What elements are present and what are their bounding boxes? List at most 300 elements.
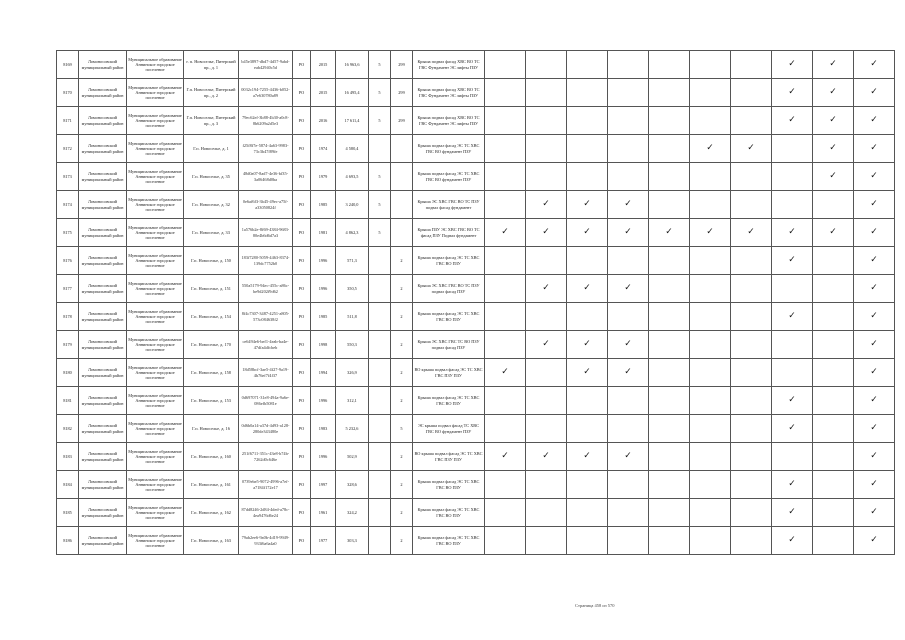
work-type-cell (485, 275, 526, 303)
work-type-cell (731, 443, 772, 471)
works-cell: Крыша ЭС ХВС ГВС ВО ТС ПЗУ подвал фасад ПЗУ (413, 275, 485, 303)
checkmark-icon: ✓ (788, 59, 796, 69)
row-id: 8173 (57, 163, 79, 191)
guid-cell: ce6494e6-bef1-4eab-ba4e-47dfa4dfcbeb (239, 331, 293, 359)
checkmark-icon: ✓ (829, 115, 837, 125)
works-cell: Крыша ПЗУ ЭС ХВС ГВС ВО ТС фасад ПЗУ Подвал фундамент (413, 219, 485, 247)
checkmark-icon: ✓ (624, 199, 632, 209)
works-cell: Крыша ЭС ХВС ГВС ТС ВО ПЗУ подвал фасад ПЗУ (413, 331, 485, 359)
work-type-cell (526, 443, 567, 471)
checkmark-icon: ✓ (583, 227, 591, 237)
type-cell: РО (293, 191, 311, 219)
apartments-cell: 2 (391, 527, 413, 555)
row-id: 8177 (57, 275, 79, 303)
works-cell: Крыша подвал фасад ЭС ТС ХВС ГВС ВО фундамент ПЗУ (413, 163, 485, 191)
floors-cell (369, 359, 391, 387)
guid-cell: 183f7280-5059-4463-8374-139dc7752b0 (239, 247, 293, 275)
checkmark-icon: ✓ (829, 87, 837, 97)
work-type-cell (608, 387, 649, 415)
checkmark-icon: ✓ (870, 311, 878, 321)
table-row (57, 107, 895, 135)
works-cell: Крыша подвал фасад ХВС ВО ТС ГВС Фундамент ЭС лифты ПЗУ (413, 51, 485, 79)
checkmark-icon: ✓ (583, 451, 591, 461)
owner-cell: Муниципальное образование Аннинское городское поселение (127, 471, 184, 499)
address-cell: Г.п. Новоселье, д. 150 (184, 247, 239, 275)
checkmark-icon: ✓ (870, 199, 878, 209)
work-type-cell (649, 247, 690, 275)
address-cell: Г.п. Новоселье, д. 35 (184, 163, 239, 191)
owner-cell: Муниципальное образование Аннинское городское поселение (127, 163, 184, 191)
row-id: 8180 (57, 359, 79, 387)
works-cell: Крыша подвал фасад ЭС ТС ХВС ГВС ВО ПЗУ (413, 471, 485, 499)
work-type-cell (813, 331, 854, 359)
work-type-cell (567, 275, 608, 303)
work-type-cell (485, 135, 526, 163)
checkmark-icon: ✓ (583, 367, 591, 377)
floors-cell (369, 527, 391, 555)
work-type-cell (485, 163, 526, 191)
work-type-cell (485, 443, 526, 471)
work-type-cell (813, 415, 854, 443)
type-cell: РО (293, 303, 311, 331)
checkmark-icon: ✓ (870, 479, 878, 489)
work-type-cell (526, 415, 567, 443)
work-type-cell (772, 527, 813, 555)
work-type-cell (567, 415, 608, 443)
type-cell: РО (293, 51, 311, 79)
work-type-cell (813, 247, 854, 275)
work-type-cell (813, 107, 854, 135)
checkmark-icon: ✓ (829, 143, 837, 153)
work-type-cell (485, 303, 526, 331)
work-type-cell (608, 191, 649, 219)
checkmark-icon: ✓ (788, 227, 796, 237)
guid-cell: 87dd8246-2d84-4ded-a78c-4ea9476d6e24 (239, 499, 293, 527)
apartments-cell: 299 (391, 107, 413, 135)
address-cell: Г.п. Новоселье, д. 158 (184, 359, 239, 387)
table-row (57, 303, 895, 331)
address-cell: Г.п. Новоселье, д. 162 (184, 499, 239, 527)
owner-cell: Муниципальное образование Аннинское городское поселение (127, 275, 184, 303)
floors-cell (369, 471, 391, 499)
table-row (57, 191, 895, 219)
guid-cell: 1a576b2e-8f69-4384-9683-80e4b6d6d7a3 (239, 219, 293, 247)
owner-cell: Муниципальное образование Аннинское городское поселение (127, 135, 184, 163)
checkmark-icon: ✓ (870, 507, 878, 517)
work-type-cell (690, 471, 731, 499)
work-type-cell (526, 499, 567, 527)
floors-cell (369, 415, 391, 443)
floors-cell (369, 247, 391, 275)
work-type-cell (690, 51, 731, 79)
work-type-cell (526, 219, 567, 247)
work-type-cell (567, 471, 608, 499)
work-type-cell (854, 275, 895, 303)
checkmark-icon: ✓ (870, 143, 878, 153)
type-cell: РО (293, 107, 311, 135)
work-type-cell (526, 331, 567, 359)
district-cell: Ломоносовский муниципальный район (79, 331, 127, 359)
work-type-cell (526, 527, 567, 555)
row-id: 8178 (57, 303, 79, 331)
checkmark-icon: ✓ (624, 227, 632, 237)
area-cell: 303,3 (336, 527, 369, 555)
row-id: 8185 (57, 499, 79, 527)
work-type-cell (731, 415, 772, 443)
owner-cell: Муниципальное образование Аннинское городское поселение (127, 443, 184, 471)
checkmark-icon: ✓ (829, 227, 837, 237)
work-type-cell (731, 79, 772, 107)
area-cell: 4 862,3 (336, 219, 369, 247)
address-cell: Г.п. Новоселье, д. 32 (184, 191, 239, 219)
checkmark-icon: ✓ (624, 283, 632, 293)
work-type-cell (649, 163, 690, 191)
district-cell: Ломоносовский муниципальный район (79, 359, 127, 387)
work-type-cell (526, 107, 567, 135)
works-cell: Крыша подвал фасад ЭС ТС ХВС ГВС ВО фундамент ПЗУ (413, 135, 485, 163)
work-type-cell (567, 387, 608, 415)
work-type-cell (772, 275, 813, 303)
table-row (57, 527, 895, 555)
work-type-cell (690, 527, 731, 555)
work-type-cell (772, 107, 813, 135)
work-type-cell (854, 387, 895, 415)
checkmark-icon: ✓ (542, 199, 550, 209)
area-cell: 328,6 (336, 471, 369, 499)
checkmark-icon: ✓ (542, 283, 550, 293)
guid-cell: 0032c194-7255-4436-b052-a7e630780a89 (239, 79, 293, 107)
work-type-cell (772, 499, 813, 527)
owner-cell: Муниципальное образование Аннинское городское поселение (127, 107, 184, 135)
district-cell: Ломоносовский муниципальный район (79, 247, 127, 275)
address-cell: Г.п. Новоселье, д. 161 (184, 471, 239, 499)
apartments-cell: 2 (391, 303, 413, 331)
works-cell: Крыша подвал фасад ХВС ВО ТС ГВС Фундамент ЭС лифты ПЗУ (413, 107, 485, 135)
work-type-cell (608, 107, 649, 135)
work-type-cell (649, 275, 690, 303)
address-cell: Г.п. Новоселье, д. 1 (184, 135, 239, 163)
table-row (57, 331, 895, 359)
checkmark-icon: ✓ (870, 395, 878, 405)
works-cell: ВО крыша подвал фасад ЭС ТС ХВС ГВС ПЗУ ПЗУ (413, 359, 485, 387)
work-type-cell (608, 275, 649, 303)
row-id: 8175 (57, 219, 79, 247)
district-cell: Ломоносовский муниципальный район (79, 219, 127, 247)
floors-cell: 5 (369, 79, 391, 107)
work-type-cell (690, 415, 731, 443)
work-type-cell (567, 135, 608, 163)
checkmark-icon: ✓ (870, 423, 878, 433)
work-type-cell (690, 331, 731, 359)
work-type-cell (526, 51, 567, 79)
work-type-cell (526, 163, 567, 191)
year-cell: 1997 (311, 471, 336, 499)
checkmark-icon: ✓ (583, 339, 591, 349)
apartments-cell: 2 (391, 331, 413, 359)
type-cell: РО (293, 79, 311, 107)
work-type-cell (690, 359, 731, 387)
guid-cell: f25f8f7e-5874-4a63-9983-73c3b47f89fe (239, 135, 293, 163)
floors-cell (369, 135, 391, 163)
year-cell: 1996 (311, 247, 336, 275)
district-cell: Ломоносовский муниципальный район (79, 443, 127, 471)
type-cell: РО (293, 219, 311, 247)
work-type-cell (813, 443, 854, 471)
work-type-cell (772, 415, 813, 443)
work-type-cell (649, 51, 690, 79)
district-cell: Ломоносовский муниципальный район (79, 275, 127, 303)
work-type-cell (485, 415, 526, 443)
floors-cell (369, 443, 391, 471)
table-row (57, 471, 895, 499)
floors-cell: 5 (369, 51, 391, 79)
address-cell: Г.п. Новоселье, д. 153 (184, 387, 239, 415)
guid-cell: 0d697071-31e8-494a-9a6e-086efb5081e (239, 387, 293, 415)
owner-cell: Муниципальное образование Аннинское городское поселение (127, 303, 184, 331)
table-row (57, 219, 895, 247)
row-id: 8183 (57, 443, 79, 471)
work-type-cell (567, 331, 608, 359)
row-id: 8174 (57, 191, 79, 219)
guid-cell: 79ec62ef-3b88-4b30-a0c8-8b6209a2d5e3 (239, 107, 293, 135)
area-cell: 312,1 (336, 387, 369, 415)
district-cell: Ломоносовский муниципальный район (79, 107, 127, 135)
checkmark-icon: ✓ (870, 339, 878, 349)
work-type-cell (485, 499, 526, 527)
address-cell: Г.п. Новоселье, д. 163 (184, 527, 239, 555)
address-cell: Г.п. Новоселье, д. 154 (184, 303, 239, 331)
work-type-cell (567, 443, 608, 471)
works-cell: Крыша подвал фасад ЭС ТС ХВС ГВС ВО ПЗУ (413, 499, 485, 527)
year-cell: 2015 (311, 79, 336, 107)
work-type-cell (608, 135, 649, 163)
checkmark-icon: ✓ (788, 479, 796, 489)
work-type-cell (813, 191, 854, 219)
work-type-cell (608, 471, 649, 499)
district-cell: Ломоносовский муниципальный район (79, 79, 127, 107)
work-type-cell (485, 471, 526, 499)
work-type-cell (854, 247, 895, 275)
work-type-cell (608, 331, 649, 359)
floors-cell (369, 275, 391, 303)
area-cell: 326,9 (336, 359, 369, 387)
work-type-cell (485, 51, 526, 79)
table-row (57, 135, 895, 163)
checkmark-icon: ✓ (788, 535, 796, 545)
checkmark-icon: ✓ (870, 283, 878, 293)
owner-cell: Муниципальное образование Аннинское городское поселение (127, 79, 184, 107)
owner-cell: Муниципальное образование Аннинское городское поселение (127, 499, 184, 527)
area-cell: 502,9 (336, 443, 369, 471)
address-cell: Г.п. Новоселье, д. 16 (184, 415, 239, 443)
district-cell: Ломоносовский муниципальный район (79, 51, 127, 79)
type-cell: РО (293, 443, 311, 471)
work-type-cell (731, 471, 772, 499)
work-type-cell (731, 191, 772, 219)
type-cell: РО (293, 359, 311, 387)
work-type-cell (649, 107, 690, 135)
work-type-cell (731, 499, 772, 527)
guid-cell: 48d0a07-8ad7-4e36-bf35-3a06468d0ba (239, 163, 293, 191)
work-type-cell (772, 135, 813, 163)
work-type-cell (649, 79, 690, 107)
work-type-cell (690, 247, 731, 275)
work-type-cell (526, 387, 567, 415)
row-id: 8172 (57, 135, 79, 163)
guid-cell: 251f6711-351c-43e8-b74b-7262d0c646e (239, 443, 293, 471)
type-cell: РО (293, 527, 311, 555)
work-type-cell (608, 303, 649, 331)
work-type-cell (731, 135, 772, 163)
work-type-cell (567, 359, 608, 387)
type-cell: РО (293, 499, 311, 527)
year-cell: 1979 (311, 163, 336, 191)
work-type-cell (526, 79, 567, 107)
work-type-cell (690, 163, 731, 191)
owner-cell: Муниципальное образование Аннинское городское поселение (127, 415, 184, 443)
year-cell: 1961 (311, 499, 336, 527)
work-type-cell (854, 499, 895, 527)
year-cell: 1974 (311, 135, 336, 163)
work-type-cell (813, 51, 854, 79)
work-type-cell (854, 359, 895, 387)
district-cell: Ломоносовский муниципальный район (79, 415, 127, 443)
work-type-cell (526, 471, 567, 499)
apartments-cell: 299 (391, 51, 413, 79)
work-type-cell (690, 219, 731, 247)
table-row (57, 499, 895, 527)
work-type-cell (526, 303, 567, 331)
table-body (57, 51, 895, 555)
work-type-cell (649, 499, 690, 527)
work-type-cell (813, 303, 854, 331)
floors-cell (369, 303, 391, 331)
work-type-cell (526, 275, 567, 303)
area-cell: 350,5 (336, 275, 369, 303)
work-type-cell (731, 51, 772, 79)
area-cell: 4 693,5 (336, 163, 369, 191)
work-type-cell (690, 275, 731, 303)
works-cell: Крыша ЭС ХВС ГВС ВО ТС ПЗУ подвал фасад фундамент (413, 191, 485, 219)
work-type-cell (813, 219, 854, 247)
checkmark-icon: ✓ (788, 87, 796, 97)
checkmark-icon: ✓ (870, 171, 878, 181)
work-type-cell (526, 359, 567, 387)
address-cell: Г.п. Новоселье, Питерский пр., д. 2 (184, 79, 239, 107)
area-cell: 550,3 (336, 331, 369, 359)
work-type-cell (567, 219, 608, 247)
table-row (57, 79, 895, 107)
checkmark-icon: ✓ (870, 535, 878, 545)
work-type-cell (772, 331, 813, 359)
apartments-cell: 299 (391, 79, 413, 107)
work-type-cell (485, 247, 526, 275)
area-cell: 16 963,6 (336, 51, 369, 79)
work-type-cell (731, 359, 772, 387)
work-type-cell (854, 51, 895, 79)
work-type-cell (772, 247, 813, 275)
district-cell: Ломоносовский муниципальный район (79, 387, 127, 415)
table-row (57, 443, 895, 471)
works-cell: Крыша подвал фасад ЭС ТС ХВС ГВС ВО ПЗУ (413, 527, 485, 555)
work-type-cell (772, 79, 813, 107)
work-type-cell (854, 303, 895, 331)
district-cell: Ломоносовский муниципальный район (79, 303, 127, 331)
checkmark-icon: ✓ (706, 227, 714, 237)
work-type-cell (608, 247, 649, 275)
row-id: 8186 (57, 527, 79, 555)
work-type-cell (690, 135, 731, 163)
address-cell: Г.п. Новоселье, Питерский пр., д. 3 (184, 107, 239, 135)
apartments-cell (391, 191, 413, 219)
work-type-cell (813, 79, 854, 107)
work-type-cell (813, 163, 854, 191)
district-cell: Ломоносовский муниципальный район (79, 499, 127, 527)
checkmark-icon: ✓ (788, 395, 796, 405)
checkmark-icon: ✓ (870, 87, 878, 97)
guid-cell: b45e3897-dbd7-4d57-9abd-eab42940c5d (239, 51, 293, 79)
work-type-cell (731, 247, 772, 275)
guid-cell: 8f4c7307-3487-4251-a805-573c084638f2 (239, 303, 293, 331)
work-type-cell (649, 443, 690, 471)
row-id: 8169 (57, 51, 79, 79)
work-type-cell (485, 387, 526, 415)
work-type-cell (854, 79, 895, 107)
work-type-cell (813, 471, 854, 499)
checkmark-icon: ✓ (501, 227, 509, 237)
work-type-cell (649, 219, 690, 247)
checkmark-icon: ✓ (542, 451, 550, 461)
table-row (57, 387, 895, 415)
table-row (57, 51, 895, 79)
apartments-cell: 2 (391, 387, 413, 415)
checkmark-icon: ✓ (788, 115, 796, 125)
work-type-cell (772, 359, 813, 387)
checkmark-icon: ✓ (542, 339, 550, 349)
checkmark-icon: ✓ (501, 367, 509, 377)
address-cell: Г.п. Новоселье, д. 151 (184, 275, 239, 303)
work-type-cell (485, 331, 526, 359)
work-type-cell (813, 275, 854, 303)
checkmark-icon: ✓ (870, 451, 878, 461)
work-type-cell (526, 135, 567, 163)
row-id: 8179 (57, 331, 79, 359)
area-cell: 4 580,4 (336, 135, 369, 163)
work-type-cell (854, 135, 895, 163)
checkmark-icon: ✓ (788, 423, 796, 433)
work-type-cell (567, 79, 608, 107)
guid-cell: 18d58bcf-3ae5-4f27-9a19-4b76ef7f4f37 (239, 359, 293, 387)
work-type-cell (649, 471, 690, 499)
area-cell: 3 240,0 (336, 191, 369, 219)
guid-cell: 0e6af6f3-3b45-49ec-a75f-a33050824f (239, 191, 293, 219)
type-cell: РО (293, 415, 311, 443)
table-row (57, 163, 895, 191)
type-cell: РО (293, 275, 311, 303)
works-cell: Крыша подвал фасад ЭС ТС ХВС ГВС ВО ПЗУ (413, 303, 485, 331)
work-type-cell (813, 135, 854, 163)
owner-cell: Муниципальное образование Аннинское городское поселение (127, 359, 184, 387)
checkmark-icon: ✓ (870, 115, 878, 125)
year-cell: 1985 (311, 191, 336, 219)
owner-cell: Муниципальное образование Аннинское городское поселение (127, 51, 184, 79)
work-type-cell (772, 163, 813, 191)
year-cell: 1983 (311, 415, 336, 443)
checkmark-icon: ✓ (583, 199, 591, 209)
work-type-cell (731, 303, 772, 331)
work-type-cell (608, 51, 649, 79)
year-cell: 1998 (311, 331, 336, 359)
